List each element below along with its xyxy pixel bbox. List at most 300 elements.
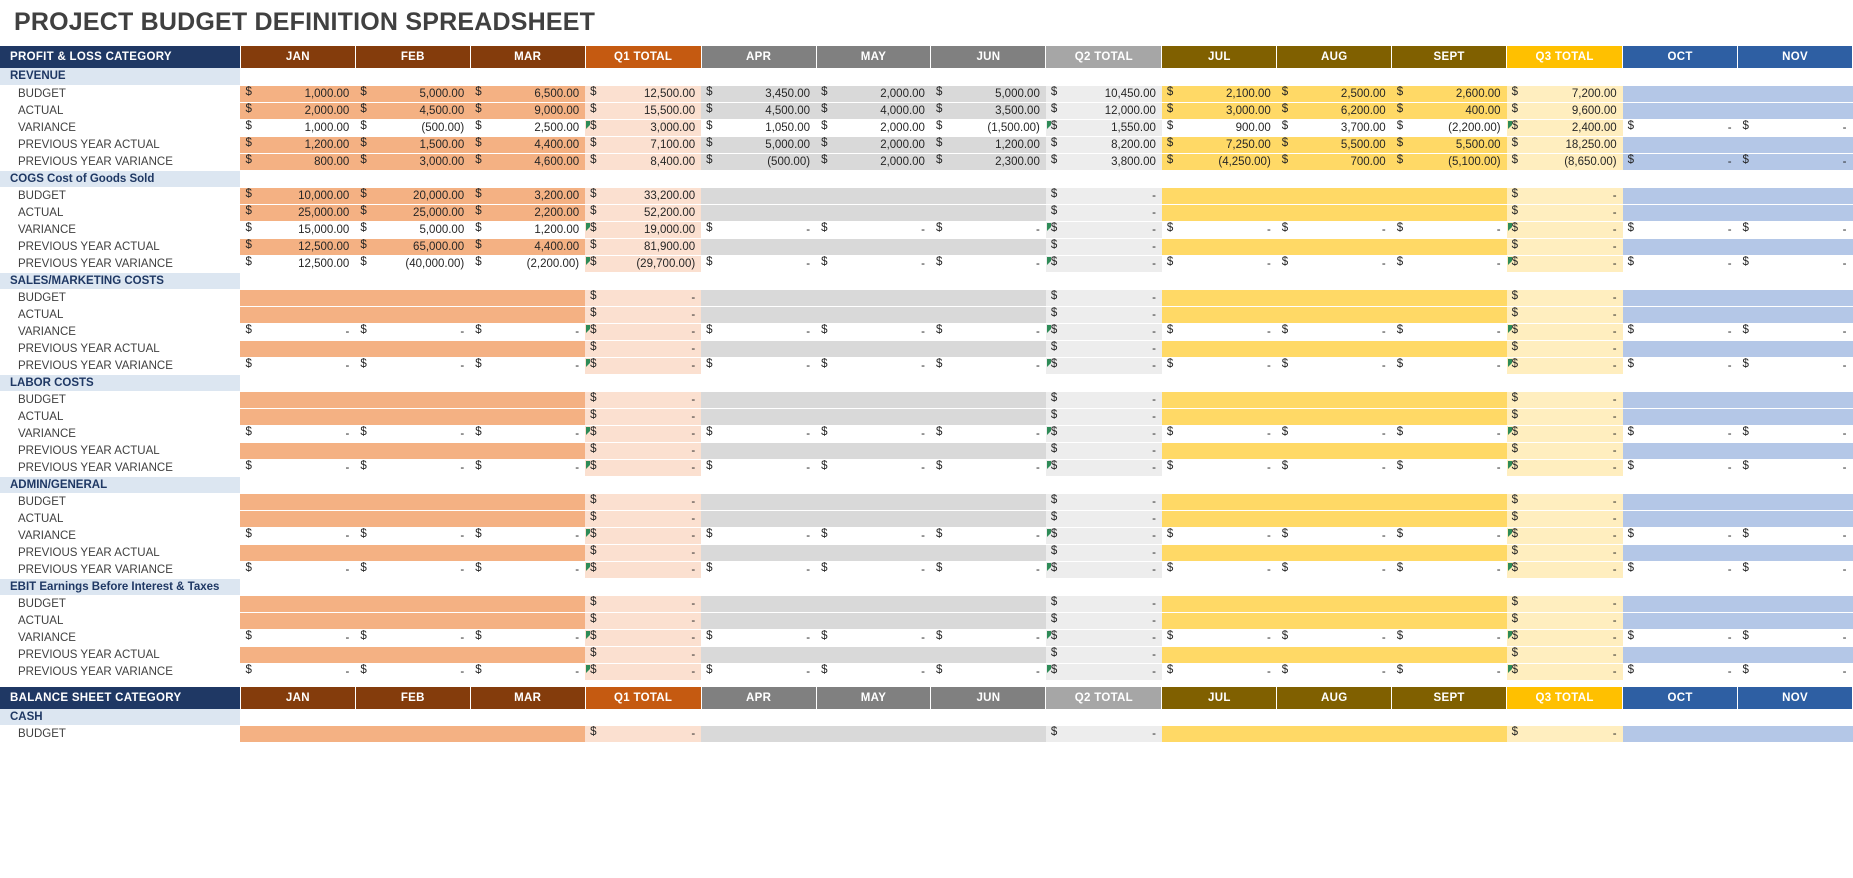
cell-value[interactable] <box>931 544 1046 561</box>
cell-value[interactable] <box>931 595 1046 612</box>
cell-value[interactable] <box>1277 153 1392 170</box>
cell-value[interactable] <box>1392 357 1507 374</box>
cell-value[interactable] <box>240 102 355 119</box>
cell-value[interactable] <box>1738 391 1853 408</box>
cell-value[interactable] <box>585 663 701 680</box>
cell-value[interactable] <box>1277 119 1392 136</box>
cell-value[interactable] <box>1738 425 1853 442</box>
cell-value[interactable] <box>1738 136 1853 153</box>
cell-value[interactable] <box>585 102 701 119</box>
cell-value[interactable] <box>1162 255 1277 272</box>
cell-value[interactable] <box>1623 408 1738 425</box>
cell-value[interactable] <box>470 255 585 272</box>
cell-value[interactable] <box>1162 561 1277 578</box>
cell-value[interactable] <box>1277 726 1392 743</box>
cell-value[interactable] <box>701 255 816 272</box>
cell-value[interactable] <box>1507 306 1623 323</box>
cell-value[interactable] <box>1277 561 1392 578</box>
cell-value[interactable] <box>585 306 701 323</box>
cell-value[interactable] <box>1392 289 1507 306</box>
cell-value[interactable] <box>1046 153 1162 170</box>
cell-value[interactable] <box>816 153 931 170</box>
cell-value[interactable] <box>1738 459 1853 476</box>
cell-value[interactable] <box>1162 238 1277 255</box>
cell-value[interactable] <box>1392 561 1507 578</box>
cell-value[interactable] <box>1277 493 1392 510</box>
cell-value[interactable] <box>1392 391 1507 408</box>
cell-value[interactable] <box>1623 442 1738 459</box>
cell-value[interactable] <box>1046 306 1162 323</box>
cell-value[interactable] <box>585 493 701 510</box>
cell-value[interactable] <box>585 187 701 204</box>
cell-value[interactable] <box>931 204 1046 221</box>
cell-value[interactable] <box>585 255 701 272</box>
cell-value[interactable] <box>355 306 470 323</box>
cell-value[interactable] <box>931 459 1046 476</box>
cell-value[interactable] <box>1738 663 1853 680</box>
cell-value[interactable] <box>1738 340 1853 357</box>
cell-value[interactable] <box>1392 408 1507 425</box>
cell-value[interactable] <box>1046 136 1162 153</box>
cell-value[interactable] <box>931 357 1046 374</box>
cell-value[interactable] <box>701 289 816 306</box>
cell-value[interactable] <box>1046 340 1162 357</box>
cell-value[interactable] <box>701 442 816 459</box>
cell-value[interactable] <box>931 510 1046 527</box>
cell-value[interactable] <box>240 595 355 612</box>
cell-value[interactable] <box>1277 527 1392 544</box>
cell-value[interactable] <box>470 726 585 743</box>
cell-value[interactable] <box>816 544 931 561</box>
cell-value[interactable] <box>1507 204 1623 221</box>
cell-value[interactable] <box>816 646 931 663</box>
cell-value[interactable] <box>240 204 355 221</box>
cell-value[interactable] <box>1738 306 1853 323</box>
cell-value[interactable] <box>1623 323 1738 340</box>
cell-value[interactable] <box>1623 153 1738 170</box>
cell-value[interactable] <box>1507 136 1623 153</box>
cell-value[interactable] <box>1046 459 1162 476</box>
cell-value[interactable] <box>1623 629 1738 646</box>
cell-value[interactable] <box>701 85 816 102</box>
cell-value[interactable] <box>1046 187 1162 204</box>
cell-value[interactable] <box>931 391 1046 408</box>
cell-value[interactable] <box>1277 510 1392 527</box>
cell-value[interactable] <box>240 646 355 663</box>
cell-value[interactable] <box>1623 595 1738 612</box>
cell-value[interactable] <box>1392 340 1507 357</box>
cell-value[interactable] <box>1277 544 1392 561</box>
cell-value[interactable] <box>355 663 470 680</box>
cell-value[interactable] <box>1046 442 1162 459</box>
cell-value[interactable] <box>816 442 931 459</box>
cell-value[interactable] <box>701 221 816 238</box>
cell-value[interactable] <box>355 357 470 374</box>
cell-value[interactable] <box>355 510 470 527</box>
cell-value[interactable] <box>1162 663 1277 680</box>
cell-value[interactable] <box>1392 663 1507 680</box>
cell-value[interactable] <box>1738 102 1853 119</box>
cell-value[interactable] <box>585 204 701 221</box>
cell-value[interactable] <box>355 85 470 102</box>
cell-value[interactable] <box>355 595 470 612</box>
cell-value[interactable] <box>470 357 585 374</box>
cell-value[interactable] <box>470 510 585 527</box>
cell-value[interactable] <box>1738 221 1853 238</box>
cell-value[interactable] <box>240 510 355 527</box>
cell-value[interactable] <box>240 289 355 306</box>
cell-value[interactable] <box>1623 544 1738 561</box>
cell-value[interactable] <box>585 561 701 578</box>
cell-value[interactable] <box>1623 357 1738 374</box>
cell-value[interactable] <box>470 408 585 425</box>
cell-value[interactable] <box>240 726 355 743</box>
cell-value[interactable] <box>1392 510 1507 527</box>
cell-value[interactable] <box>240 153 355 170</box>
cell-value[interactable] <box>931 323 1046 340</box>
cell-value[interactable] <box>355 442 470 459</box>
cell-value[interactable] <box>470 289 585 306</box>
cell-value[interactable] <box>1162 391 1277 408</box>
cell-value[interactable] <box>931 442 1046 459</box>
cell-value[interactable] <box>240 612 355 629</box>
cell-value[interactable] <box>1162 425 1277 442</box>
cell-value[interactable] <box>816 323 931 340</box>
cell-value[interactable] <box>470 646 585 663</box>
cell-value[interactable] <box>355 629 470 646</box>
cell-value[interactable] <box>1046 391 1162 408</box>
cell-value[interactable] <box>1277 459 1392 476</box>
cell-value[interactable] <box>585 646 701 663</box>
cell-value[interactable] <box>816 85 931 102</box>
cell-value[interactable] <box>1162 629 1277 646</box>
cell-value[interactable] <box>355 238 470 255</box>
cell-value[interactable] <box>816 493 931 510</box>
cell-value[interactable] <box>931 85 1046 102</box>
cell-value[interactable] <box>701 425 816 442</box>
cell-value[interactable] <box>585 221 701 238</box>
cell-value[interactable] <box>816 595 931 612</box>
cell-value[interactable] <box>1738 153 1853 170</box>
cell-value[interactable] <box>1046 561 1162 578</box>
cell-value[interactable] <box>470 85 585 102</box>
cell-value[interactable] <box>1046 221 1162 238</box>
cell-value[interactable] <box>1623 306 1738 323</box>
cell-value[interactable] <box>1392 136 1507 153</box>
cell-value[interactable] <box>1162 595 1277 612</box>
cell-value[interactable] <box>701 493 816 510</box>
cell-value[interactable] <box>931 221 1046 238</box>
cell-value[interactable] <box>1738 323 1853 340</box>
cell-value[interactable] <box>1162 510 1277 527</box>
cell-value[interactable] <box>470 425 585 442</box>
cell-value[interactable] <box>1623 612 1738 629</box>
cell-value[interactable] <box>585 391 701 408</box>
cell-value[interactable] <box>240 357 355 374</box>
cell-value[interactable] <box>1392 153 1507 170</box>
cell-value[interactable] <box>1277 629 1392 646</box>
cell-value[interactable] <box>1162 442 1277 459</box>
cell-value[interactable] <box>1162 544 1277 561</box>
cell-value[interactable] <box>1507 527 1623 544</box>
cell-value[interactable] <box>240 459 355 476</box>
cell-value[interactable] <box>1392 527 1507 544</box>
cell-value[interactable] <box>1162 726 1277 743</box>
cell-value[interactable] <box>1507 561 1623 578</box>
cell-value[interactable] <box>470 238 585 255</box>
cell-value[interactable] <box>931 425 1046 442</box>
cell-value[interactable] <box>1738 612 1853 629</box>
cell-value[interactable] <box>1046 119 1162 136</box>
cell-value[interactable] <box>585 85 701 102</box>
cell-value[interactable] <box>1162 646 1277 663</box>
cell-value[interactable] <box>240 187 355 204</box>
cell-value[interactable] <box>1392 221 1507 238</box>
cell-value[interactable] <box>1738 595 1853 612</box>
cell-value[interactable] <box>1623 493 1738 510</box>
cell-value[interactable] <box>816 459 931 476</box>
cell-value[interactable] <box>1392 238 1507 255</box>
cell-value[interactable] <box>816 255 931 272</box>
cell-value[interactable] <box>1507 119 1623 136</box>
cell-value[interactable] <box>585 425 701 442</box>
cell-value[interactable] <box>240 119 355 136</box>
cell-value[interactable] <box>931 102 1046 119</box>
cell-value[interactable] <box>1507 510 1623 527</box>
cell-value[interactable] <box>240 561 355 578</box>
cell-value[interactable] <box>355 221 470 238</box>
cell-value[interactable] <box>355 136 470 153</box>
cell-value[interactable] <box>701 663 816 680</box>
cell-value[interactable] <box>1738 85 1853 102</box>
cell-value[interactable] <box>355 425 470 442</box>
cell-value[interactable] <box>816 527 931 544</box>
cell-value[interactable] <box>470 493 585 510</box>
cell-value[interactable] <box>701 459 816 476</box>
cell-value[interactable] <box>701 527 816 544</box>
cell-value[interactable] <box>1162 493 1277 510</box>
cell-value[interactable] <box>1738 289 1853 306</box>
cell-value[interactable] <box>1507 663 1623 680</box>
cell-value[interactable] <box>1162 612 1277 629</box>
cell-value[interactable] <box>1507 357 1623 374</box>
cell-value[interactable] <box>701 544 816 561</box>
cell-value[interactable] <box>470 323 585 340</box>
cell-value[interactable] <box>1046 408 1162 425</box>
cell-value[interactable] <box>470 204 585 221</box>
cell-value[interactable] <box>355 726 470 743</box>
cell-value[interactable] <box>1162 119 1277 136</box>
cell-value[interactable] <box>585 595 701 612</box>
cell-value[interactable] <box>355 544 470 561</box>
cell-value[interactable] <box>1507 289 1623 306</box>
cell-value[interactable] <box>1623 102 1738 119</box>
cell-value[interactable] <box>816 119 931 136</box>
cell-value[interactable] <box>1507 612 1623 629</box>
cell-value[interactable] <box>701 646 816 663</box>
cell-value[interactable] <box>1392 204 1507 221</box>
cell-value[interactable] <box>931 493 1046 510</box>
cell-value[interactable] <box>470 153 585 170</box>
cell-value[interactable] <box>1392 493 1507 510</box>
cell-value[interactable] <box>816 561 931 578</box>
cell-value[interactable] <box>931 612 1046 629</box>
cell-value[interactable] <box>1277 340 1392 357</box>
cell-value[interactable] <box>470 102 585 119</box>
cell-value[interactable] <box>355 204 470 221</box>
cell-value[interactable] <box>1046 357 1162 374</box>
cell-value[interactable] <box>585 442 701 459</box>
cell-value[interactable] <box>1162 136 1277 153</box>
cell-value[interactable] <box>470 612 585 629</box>
cell-value[interactable] <box>1162 289 1277 306</box>
cell-value[interactable] <box>1738 527 1853 544</box>
cell-value[interactable] <box>1738 493 1853 510</box>
cell-value[interactable] <box>470 459 585 476</box>
cell-value[interactable] <box>1392 187 1507 204</box>
cell-value[interactable] <box>1507 153 1623 170</box>
cell-value[interactable] <box>1046 255 1162 272</box>
cell-value[interactable] <box>1623 425 1738 442</box>
cell-value[interactable] <box>931 340 1046 357</box>
cell-value[interactable] <box>1162 204 1277 221</box>
cell-value[interactable] <box>1277 357 1392 374</box>
cell-value[interactable] <box>1507 425 1623 442</box>
cell-value[interactable] <box>1046 726 1162 743</box>
cell-value[interactable] <box>355 323 470 340</box>
cell-value[interactable] <box>585 612 701 629</box>
cell-value[interactable] <box>1392 255 1507 272</box>
cell-value[interactable] <box>1046 612 1162 629</box>
cell-value[interactable] <box>585 544 701 561</box>
cell-value[interactable] <box>1507 493 1623 510</box>
cell-value[interactable] <box>240 306 355 323</box>
cell-value[interactable] <box>1046 85 1162 102</box>
cell-value[interactable] <box>355 527 470 544</box>
cell-value[interactable] <box>1738 646 1853 663</box>
cell-value[interactable] <box>1162 408 1277 425</box>
cell-value[interactable] <box>1392 629 1507 646</box>
cell-value[interactable] <box>1738 238 1853 255</box>
cell-value[interactable] <box>1277 306 1392 323</box>
cell-value[interactable] <box>1623 85 1738 102</box>
cell-value[interactable] <box>1046 646 1162 663</box>
cell-value[interactable] <box>1392 323 1507 340</box>
cell-value[interactable] <box>816 425 931 442</box>
cell-value[interactable] <box>1507 323 1623 340</box>
cell-value[interactable] <box>1277 187 1392 204</box>
cell-value[interactable] <box>1738 561 1853 578</box>
cell-value[interactable] <box>1623 255 1738 272</box>
cell-value[interactable] <box>1507 726 1623 743</box>
cell-value[interactable] <box>816 357 931 374</box>
cell-value[interactable] <box>1277 663 1392 680</box>
cell-value[interactable] <box>1162 459 1277 476</box>
cell-value[interactable] <box>1507 85 1623 102</box>
cell-value[interactable] <box>931 136 1046 153</box>
cell-value[interactable] <box>240 425 355 442</box>
cell-value[interactable] <box>355 493 470 510</box>
cell-value[interactable] <box>1623 136 1738 153</box>
cell-value[interactable] <box>816 408 931 425</box>
cell-value[interactable] <box>1277 221 1392 238</box>
cell-value[interactable] <box>585 527 701 544</box>
cell-value[interactable] <box>1738 408 1853 425</box>
cell-value[interactable] <box>1162 340 1277 357</box>
cell-value[interactable] <box>470 442 585 459</box>
cell-value[interactable] <box>701 357 816 374</box>
cell-value[interactable] <box>931 306 1046 323</box>
cell-value[interactable] <box>1277 85 1392 102</box>
cell-value[interactable] <box>816 306 931 323</box>
cell-value[interactable] <box>701 136 816 153</box>
cell-value[interactable] <box>1507 391 1623 408</box>
cell-value[interactable] <box>470 629 585 646</box>
cell-value[interactable] <box>701 595 816 612</box>
cell-value[interactable] <box>701 153 816 170</box>
cell-value[interactable] <box>931 119 1046 136</box>
cell-value[interactable] <box>1277 323 1392 340</box>
cell-value[interactable] <box>1392 595 1507 612</box>
cell-value[interactable] <box>816 629 931 646</box>
cell-value[interactable] <box>931 289 1046 306</box>
cell-value[interactable] <box>931 187 1046 204</box>
cell-value[interactable] <box>585 459 701 476</box>
cell-value[interactable] <box>701 306 816 323</box>
cell-value[interactable] <box>1623 187 1738 204</box>
cell-value[interactable] <box>240 255 355 272</box>
cell-value[interactable] <box>816 663 931 680</box>
cell-value[interactable] <box>1277 238 1392 255</box>
cell-value[interactable] <box>816 136 931 153</box>
cell-value[interactable] <box>240 391 355 408</box>
cell-value[interactable] <box>355 646 470 663</box>
cell-value[interactable] <box>585 119 701 136</box>
cell-value[interactable] <box>1162 221 1277 238</box>
cell-value[interactable] <box>1738 119 1853 136</box>
cell-value[interactable] <box>470 221 585 238</box>
cell-value[interactable] <box>701 629 816 646</box>
cell-value[interactable] <box>931 408 1046 425</box>
cell-value[interactable] <box>1277 442 1392 459</box>
cell-value[interactable] <box>585 408 701 425</box>
cell-value[interactable] <box>470 306 585 323</box>
cell-value[interactable] <box>1623 221 1738 238</box>
cell-value[interactable] <box>1392 612 1507 629</box>
cell-value[interactable] <box>240 323 355 340</box>
cell-value[interactable] <box>701 102 816 119</box>
cell-value[interactable] <box>585 357 701 374</box>
cell-value[interactable] <box>1507 255 1623 272</box>
cell-value[interactable] <box>240 238 355 255</box>
cell-value[interactable] <box>1738 204 1853 221</box>
cell-value[interactable] <box>816 187 931 204</box>
cell-value[interactable] <box>240 663 355 680</box>
cell-value[interactable] <box>1738 544 1853 561</box>
cell-value[interactable] <box>701 408 816 425</box>
cell-value[interactable] <box>816 204 931 221</box>
cell-value[interactable] <box>1507 629 1623 646</box>
cell-value[interactable] <box>1392 85 1507 102</box>
cell-value[interactable] <box>1277 391 1392 408</box>
cell-value[interactable] <box>1623 510 1738 527</box>
cell-value[interactable] <box>1277 289 1392 306</box>
cell-value[interactable] <box>240 629 355 646</box>
cell-value[interactable] <box>816 221 931 238</box>
cell-value[interactable] <box>470 136 585 153</box>
cell-value[interactable] <box>816 340 931 357</box>
cell-value[interactable] <box>1046 323 1162 340</box>
